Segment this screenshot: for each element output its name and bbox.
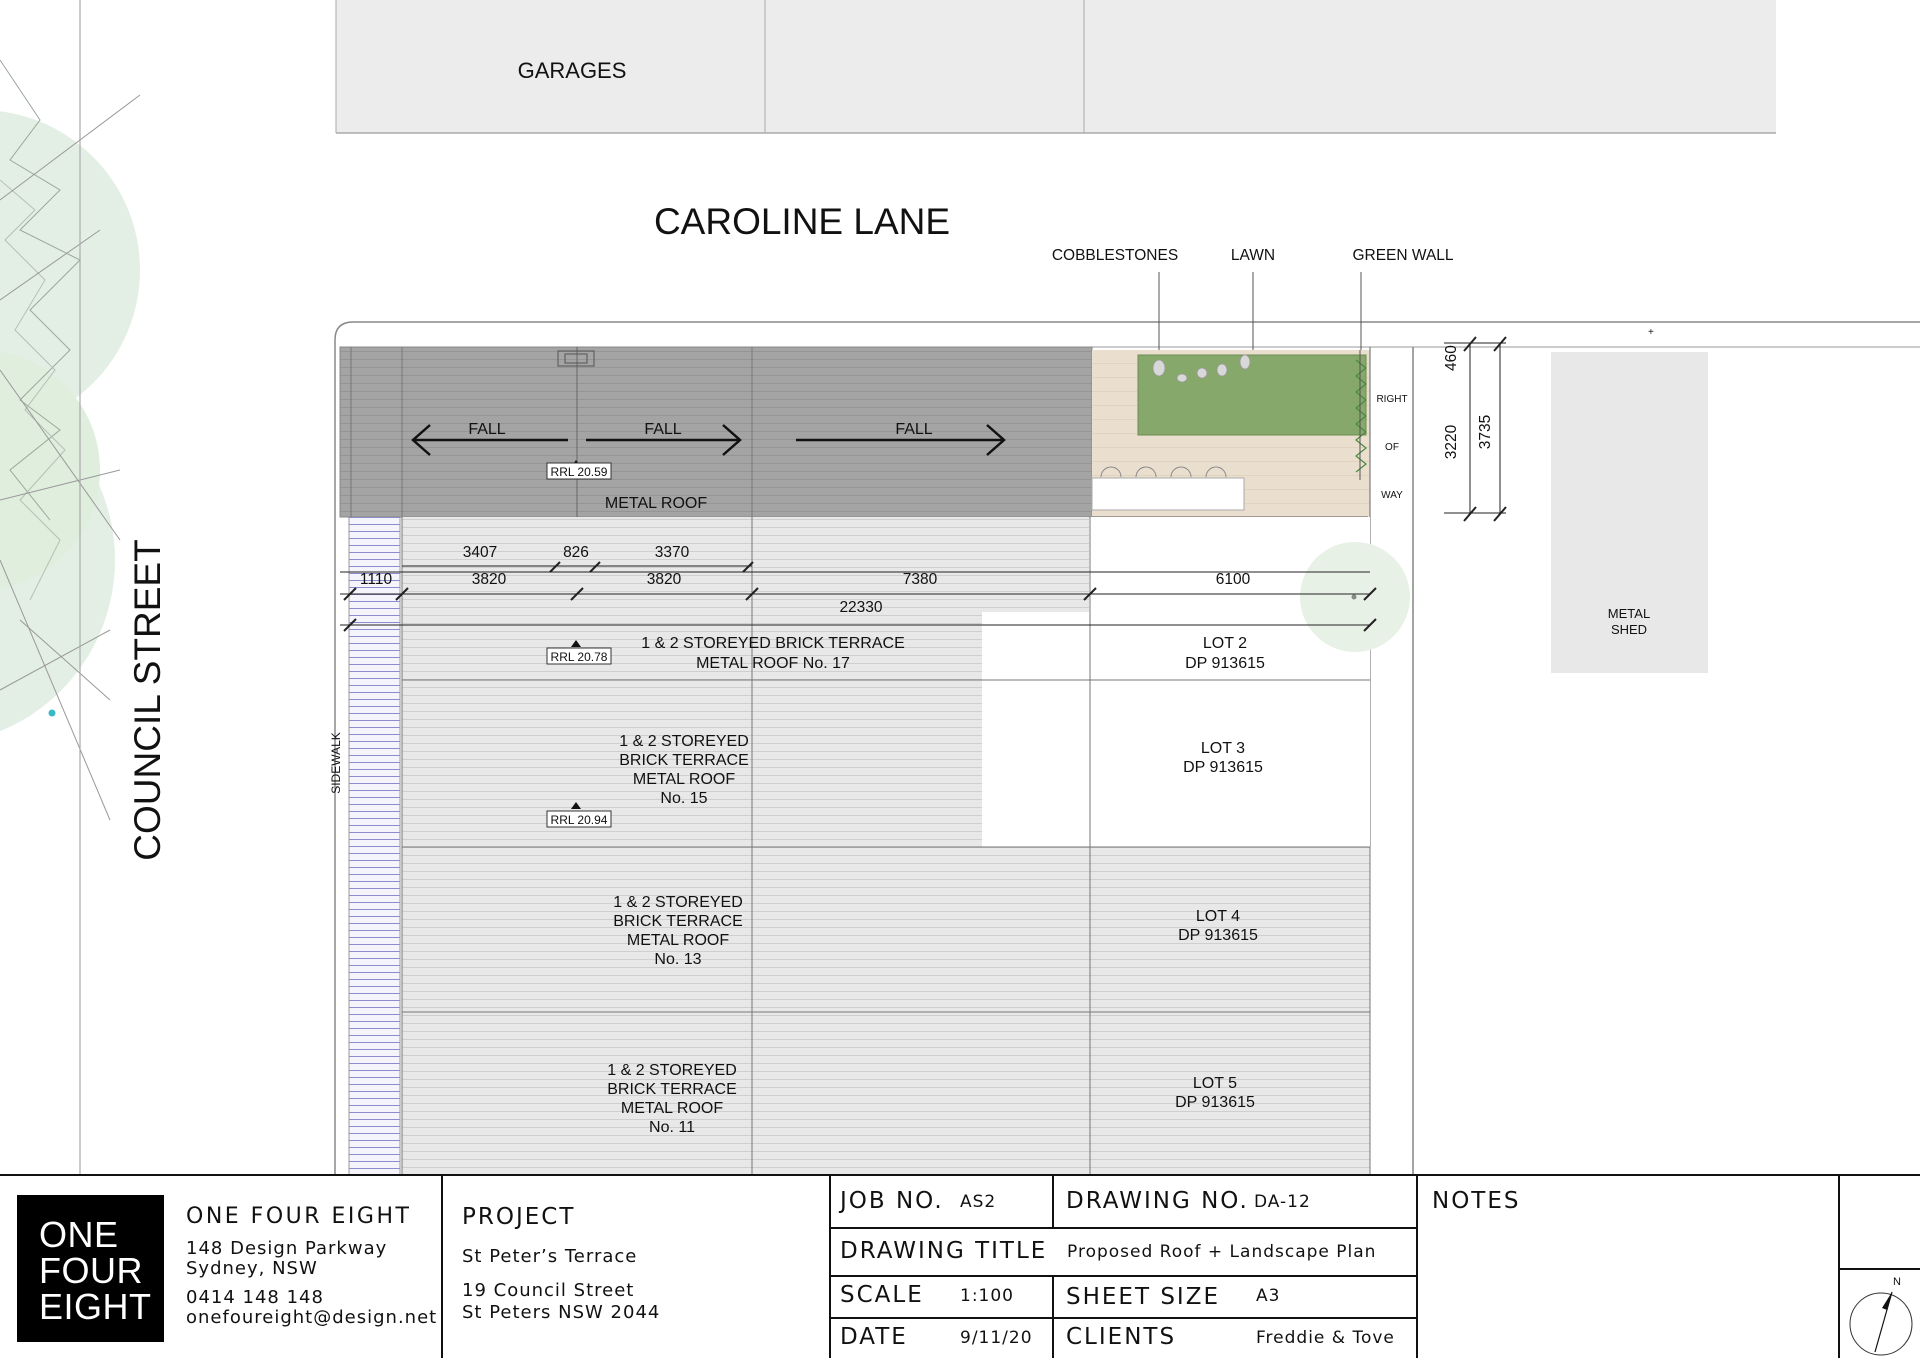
- sheet-size: A3: [1256, 1286, 1281, 1306]
- caroline-lane-label: CAROLINE LANE: [653, 201, 951, 242]
- dim-3735: 3735: [1477, 414, 1494, 450]
- lot4-line2: DP 913615: [1178, 927, 1258, 944]
- tb-divider-2: [829, 1176, 831, 1358]
- dim-3407: 3407: [462, 544, 498, 561]
- lot2-line2: DP 913615: [1185, 655, 1265, 672]
- logo-line-3: EIGHT: [39, 1286, 152, 1327]
- dim-3820-b: 3820: [646, 571, 682, 588]
- metal-roof-label: METAL ROOF: [604, 495, 708, 512]
- job-no: AS2: [960, 1192, 997, 1212]
- project-address-1: 19 Council Street: [462, 1280, 635, 1301]
- no17-line2: METAL ROOF No. 17: [696, 655, 850, 672]
- project-address-2: St Peters NSW 2044: [462, 1302, 661, 1323]
- notes-label: NOTES: [1432, 1188, 1521, 1214]
- lot3-line2: DP 913615: [1183, 759, 1263, 776]
- dim-22330: 22330: [839, 599, 883, 616]
- no13-line3: METAL ROOF: [626, 932, 730, 949]
- clients: Freddie & Tove: [1256, 1328, 1395, 1348]
- right-of-way-label-of: OF: [1385, 442, 1399, 453]
- project-name: St Peter’s Terrace: [462, 1246, 638, 1267]
- right-of-way-label-way: WAY: [1381, 490, 1403, 501]
- date: 9/11/20: [960, 1328, 1033, 1348]
- no15-line3: METAL ROOF: [632, 771, 736, 788]
- project-label: PROJECT: [462, 1204, 576, 1230]
- rrl-20-94: RRL 20.94: [550, 813, 608, 827]
- drawing-no-label: DRAWING NO.: [1066, 1188, 1249, 1214]
- tb-divider-5: [1416, 1176, 1418, 1358]
- sidewalk: [329, 517, 400, 1174]
- company-phone: 0414 148 148: [186, 1287, 324, 1308]
- lot5-line1: LOT 5: [1192, 1075, 1238, 1092]
- green-wall-label: GREEN WALL: [1352, 247, 1454, 264]
- dim-3220: 3220: [1443, 424, 1460, 460]
- landscape-area: [1092, 350, 1370, 518]
- survey-mark: +: [1648, 327, 1654, 338]
- drawing-no: DA-12: [1254, 1192, 1311, 1212]
- company-logo: [17, 1195, 164, 1342]
- north-label: N: [1893, 1276, 1901, 1288]
- drawing-title: Proposed Roof + Landscape Plan: [1067, 1242, 1377, 1262]
- dim-3370: 3370: [654, 544, 690, 561]
- tb-row-line-1: [829, 1227, 1417, 1229]
- cobblestones-label: COBBLESTONES: [1051, 247, 1179, 264]
- drawing-title-label: DRAWING TITLE: [840, 1238, 1048, 1264]
- metal-shed-label-2: SHED: [1610, 622, 1648, 637]
- north-arrow: [1840, 1270, 1920, 1360]
- sheet-size-label: SHEET SIZE: [1066, 1284, 1220, 1310]
- logo-line-2: FOUR: [39, 1250, 143, 1291]
- scale-label: SCALE: [840, 1282, 924, 1308]
- no13-line1: 1 & 2 STOREYED: [613, 894, 743, 911]
- no15-line1: 1 & 2 STOREYED: [619, 733, 749, 750]
- date-label: DATE: [840, 1324, 908, 1350]
- fall-label-1: FALL: [468, 421, 506, 438]
- dim-460: 460: [1443, 345, 1460, 371]
- dim-6100: 6100: [1215, 571, 1251, 588]
- fall-label-3: FALL: [895, 421, 933, 438]
- tb-row-line-2: [829, 1275, 1417, 1277]
- company-email: onefoureight@design.net: [186, 1307, 438, 1328]
- lot2-line1: LOT 2: [1202, 635, 1248, 652]
- job-no-label: JOB NO.: [840, 1188, 944, 1214]
- company-address-2: Sydney, NSW: [186, 1258, 318, 1279]
- no11-line2: BRICK TERRACE: [607, 1081, 737, 1098]
- lot4-line1: LOT 4: [1195, 908, 1241, 925]
- garages: [336, 0, 1776, 133]
- dim-1110: 1110: [359, 571, 393, 588]
- tree-canopy: [0, 60, 140, 820]
- metal-shed: [1551, 352, 1708, 673]
- right-of-way: [1370, 347, 1408, 1174]
- scale: 1:100: [960, 1286, 1014, 1306]
- rrl-20-59: RRL 20.59: [550, 465, 608, 479]
- dim-826: 826: [563, 544, 589, 561]
- no17-line1: 1 & 2 STOREYED BRICK TERRACE: [641, 635, 905, 652]
- rrl-20-78: RRL 20.78: [550, 650, 608, 664]
- dim-3820-a: 3820: [471, 571, 507, 588]
- no15-line2: BRICK TERRACE: [619, 752, 749, 769]
- tb-row-line-3: [829, 1317, 1417, 1319]
- title-block: [0, 1174, 1920, 1358]
- garages-label: GARAGES: [517, 58, 627, 83]
- sidewalk-label: SIDEWALK: [329, 732, 343, 794]
- council-street-label: COUNCIL STREET: [127, 539, 168, 861]
- dim-7380: 7380: [902, 571, 938, 588]
- logo-line-1: ONE: [39, 1214, 119, 1255]
- no11-line1: 1 & 2 STOREYED: [607, 1062, 737, 1079]
- clients-label: CLIENTS: [1066, 1324, 1177, 1350]
- company-address-1: 148 Design Parkway: [186, 1238, 388, 1259]
- no11-line4: No. 11: [649, 1119, 695, 1136]
- metal-shed-label-1: METAL: [1607, 606, 1651, 621]
- tb-divider-1: [441, 1176, 443, 1358]
- no15-line4: No. 15: [660, 790, 708, 807]
- lot3-line1: LOT 3: [1200, 740, 1246, 757]
- fall-label-2: FALL: [644, 421, 682, 438]
- no13-line2: BRICK TERRACE: [613, 913, 743, 930]
- lot5-line2: DP 913615: [1175, 1094, 1255, 1111]
- lawn-label: LAWN: [1230, 247, 1276, 264]
- right-of-way-label-right: RIGHT: [1376, 394, 1408, 405]
- no13-line4: No. 13: [654, 951, 702, 968]
- no11-line3: METAL ROOF: [620, 1100, 724, 1117]
- tb-divider-3: [1052, 1176, 1054, 1228]
- company-name: ONE FOUR EIGHT: [186, 1204, 412, 1229]
